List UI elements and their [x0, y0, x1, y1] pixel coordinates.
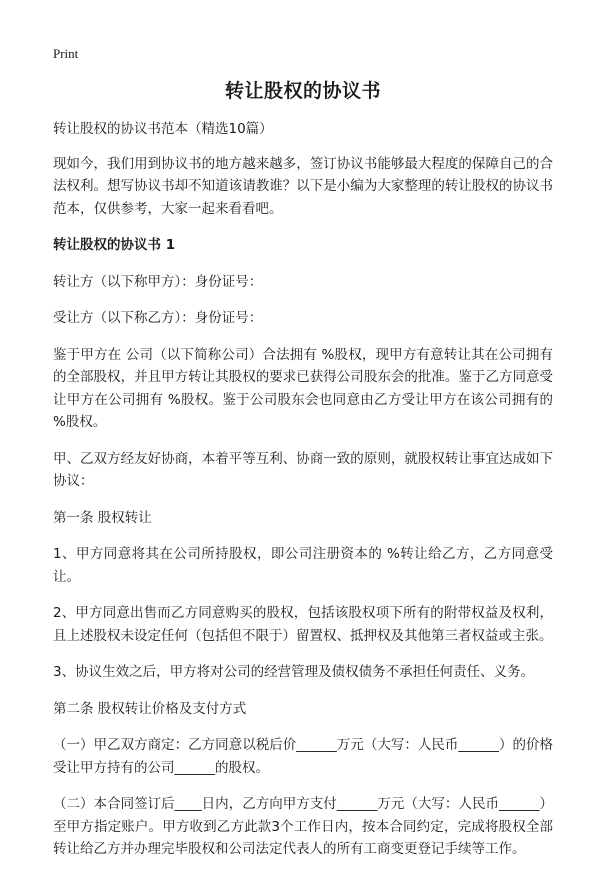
document-title: 转让股权的协议书	[224, 80, 381, 102]
intro-paragraph: 现如今，我们用到协议书的地方越来越多，签订协议书能够最大程度的保障自己的合法权利。想写协议书却不知道该请教谁？以下是小编为大家整理的转让股权的协议书范本，仅供参考，大家一起来看看吧。	[53, 155, 553, 217]
print-link[interactable]: Print	[53, 46, 79, 61]
clause-price: （一）甲乙双方商定：乙方同意以税后价______万元（大写：人民币______）的价格受让甲方持有的公司______的股权。	[53, 737, 553, 776]
agreement-paragraph: 甲、乙双方经友好协商，本着平等互利、协商一致的原则，就股权转让事宜达成如下协议：	[53, 450, 553, 489]
transferee-line: 受让方（以下称乙方）：身份证号：	[53, 310, 263, 326]
clause-payment: （二）本合同签订后____日内，乙方向甲方支付______万元（大写：人民币______）至甲方指定账户。甲方收到乙方此款3个工作日内，按本合同约定，完成将股权全部转让给乙方并办理完毕股权和公司法定代表人的所有工商变更登记手续等工作。	[53, 796, 553, 857]
article-1-heading: 第一条 股权转让	[53, 509, 152, 526]
section-heading: 转让股权的协议书 1	[53, 237, 176, 253]
document-subtitle: 转让股权的协议书范本（精选10篇）	[53, 121, 273, 137]
transferor-line: 转让方（以下称甲方）：身份证号：	[53, 273, 263, 290]
clause-2: 2、甲方同意出售而乙方同意购买的股权，包括该股权项下所有的附带权益及权利，且上述股权未设定任何（包括但不限于）留置权、抵押权及其他第三者权益或主张。	[53, 605, 553, 644]
article-2-heading: 第二条 股权转让价格及支付方式	[53, 700, 247, 717]
clause-3: 3、协议生效之后，甲方将对公司的经营管理及债权债务不承担任何责任、义务。	[53, 664, 535, 680]
whereas-paragraph: 鉴于甲方在 公司（以下简称公司）合法拥有 %股权，现甲方有意转让其在公司拥有的全部股权，并且甲方转让其股权的要求已获得公司股东会的批准。鉴于乙方同意受让甲方在公司拥有 %股权。鉴于公司股东会也同意由乙方受让甲方在该公司拥有的 %股权。	[53, 346, 553, 430]
document-body	[53, 76, 553, 875]
clause-1: 1、甲方同意将其在公司所持股权，即公司注册资本的 %转让给乙方，乙方同意受让。	[53, 546, 553, 585]
